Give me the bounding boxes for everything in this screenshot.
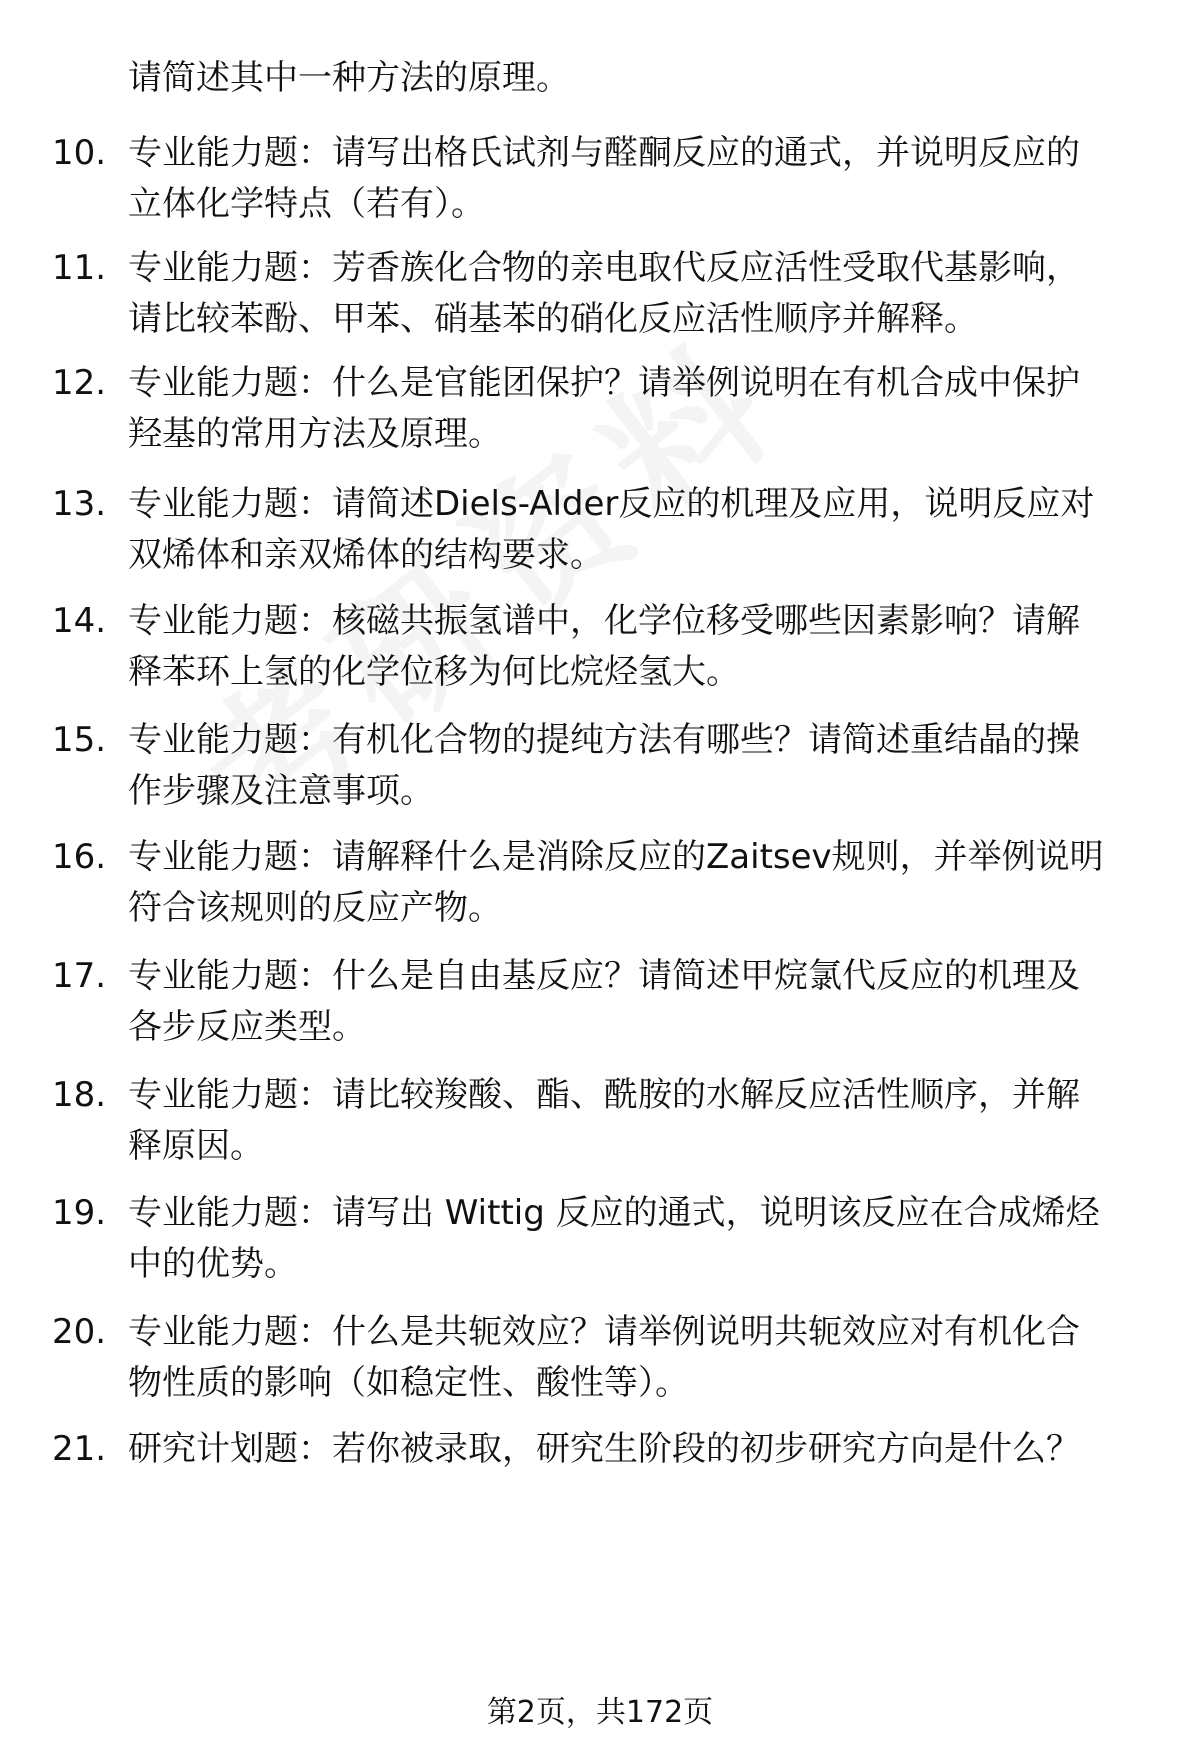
question-text [128, 715, 1148, 817]
text-line: 中的优势。 [128, 1244, 298, 1284]
question-number: 11. [52, 248, 107, 288]
question-number: 18. [52, 1075, 107, 1115]
text-line: 双烯体和亲双烯体的结构要求。 [128, 535, 604, 575]
text-line: 专业能力题：芳香族化合物的亲电取代反应活性受取代基影响， [128, 248, 1080, 288]
question-text [128, 1188, 1148, 1290]
text-line: 专业能力题：请比较羧酸、酯、酰胺的水解反应活性顺序，并解 [128, 1075, 1080, 1115]
question-number: 13. [52, 484, 107, 524]
question-number: 12. [52, 363, 107, 403]
question-number: 20. [52, 1312, 107, 1352]
text-line: 释苯环上氢的化学位移为何比烷烃氢大。 [128, 652, 740, 692]
text-line: 物性质的影响（如稳定性、酸性等）。 [128, 1363, 689, 1403]
text-line: 专业能力题：请简述Diels-Alder反应的机理及应用，说明反应对 [128, 484, 1095, 524]
text-line: 研究计划题：若你被录取，研究生阶段的初步研究方向是什么？ [128, 1429, 1080, 1469]
question-text [128, 596, 1148, 698]
text-line: 符合该规则的反应产物。 [128, 888, 502, 928]
text-line: 作步骤及注意事项。 [128, 771, 434, 811]
text-line: 专业能力题：什么是自由基反应？请简述甲烷氯代反应的机理及 [128, 956, 1080, 996]
question-text [128, 951, 1148, 1053]
text-line: 请简述其中一种方法的原理。 [128, 58, 570, 98]
question-text [128, 479, 1148, 581]
text-line: 专业能力题：请写出格氏试剂与醛酮反应的通式，并说明反应的 [128, 133, 1080, 173]
question-number: 16. [52, 837, 107, 877]
text-line: 各步反应类型。 [128, 1007, 366, 1047]
question-number: 19. [52, 1193, 107, 1233]
question-text [128, 832, 1148, 934]
text-line: 专业能力题：请解释什么是消除反应的Zaitsev规则，并举例说明 [128, 837, 1104, 877]
question-number: 14. [52, 601, 107, 641]
question-number: 10. [52, 133, 107, 173]
question-text [128, 1307, 1148, 1409]
question-text [128, 128, 1148, 230]
page-footer: 第2页，共172页 [486, 1695, 714, 1730]
text-line: 释原因。 [128, 1126, 264, 1166]
question-text [128, 1424, 1148, 1475]
text-line: 请比较苯酚、甲苯、硝基苯的硝化反应活性顺序并解释。 [128, 299, 978, 339]
text-line: 专业能力题：请写出 Wittig 反应的通式，说明该反应在合成烯烃 [128, 1193, 1100, 1233]
question-number: 15. [52, 720, 107, 760]
text-line: 专业能力题：什么是共轭效应？请举例说明共轭效应对有机化合 [128, 1312, 1080, 1352]
text-line: 羟基的常用方法及原理。 [128, 414, 502, 454]
text-line: 立体化学特点（若有）。 [128, 184, 485, 224]
text-line: 专业能力题：有机化合物的提纯方法有哪些？请简述重结晶的操 [128, 720, 1080, 760]
text-line: 专业能力题：核磁共振氢谱中，化学位移受哪些因素影响？请解 [128, 601, 1080, 641]
question-text [128, 358, 1148, 460]
text-line: 专业能力题：什么是官能团保护？请举例说明在有机合成中保护 [128, 363, 1080, 403]
question-text [128, 1070, 1148, 1172]
question-text [128, 243, 1148, 345]
question-number: 17. [52, 956, 107, 996]
question-number: 21. [52, 1429, 107, 1469]
